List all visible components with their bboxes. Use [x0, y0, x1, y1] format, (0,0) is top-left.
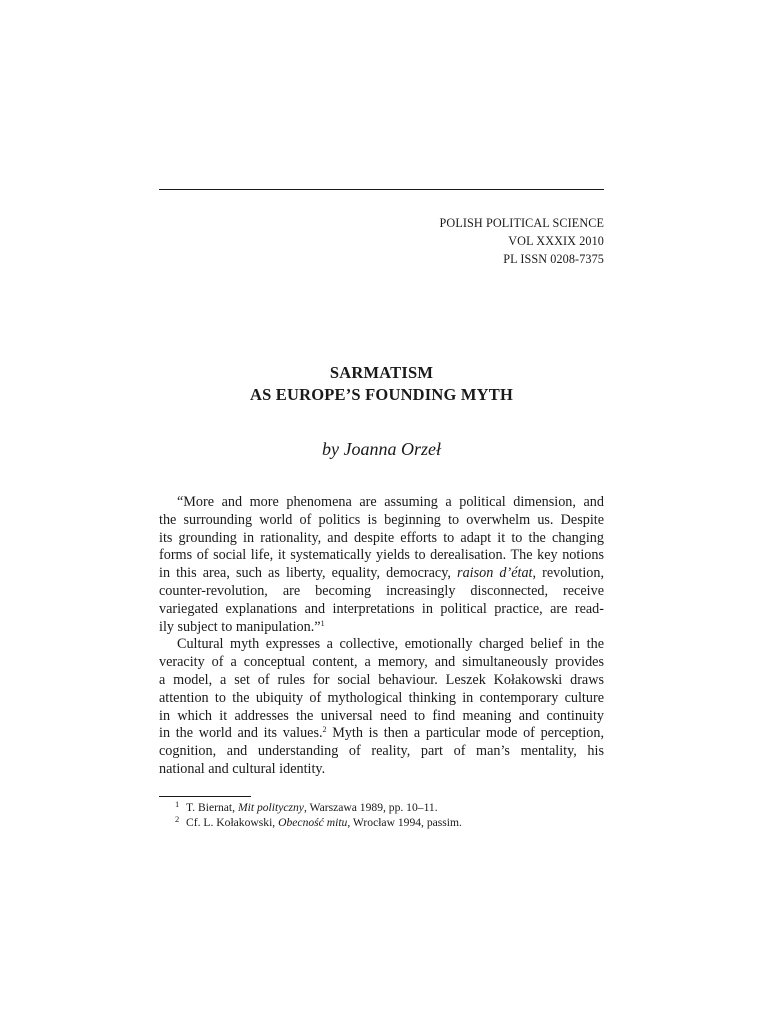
body-line: Cultural myth expresses a collective, emotionally charged belief in the [177, 636, 604, 653]
body-line: cognition, and understanding of reality, part of man’s mentality, his [159, 743, 604, 760]
journal-volume: VOL XXXIX 2010 [508, 234, 604, 248]
title-line-1: SARMATISM [329, 363, 434, 382]
body-text-segment: , revolution, [532, 565, 604, 582]
journal-info [440, 214, 604, 268]
footnote-text: Cf. L. Kołakowski, [186, 816, 279, 829]
body-line: a model, a set of rules for social behaviour. Leszek Kołakowski draws [159, 671, 604, 688]
footnote-ref[interactable]: 1 [320, 618, 325, 628]
body-line: its grounding in rationality, and despite efforts to adapt it to the changing [159, 529, 604, 546]
header-rule [159, 189, 604, 190]
footnote-title: Obecność mitu [278, 816, 348, 829]
body-line: veracity of a conceptual content, a memory, and simultaneously provides [159, 654, 604, 671]
body-line [159, 619, 604, 637]
footnotes [159, 800, 604, 830]
author-byline: by Joanna Orzeł [322, 439, 441, 459]
body-line: forms of social life, it systematically yields to derealisation. The key notions [159, 547, 604, 564]
footnote-item: 2 Cf. L. Kołakowski, Obecność mitu, Wrocław 1994, passim. [175, 814, 462, 829]
body-line: variegated explanations and interpretations in political practice, are read- [159, 600, 604, 617]
body-text-segment: in the world and its values. [159, 725, 323, 742]
article-body [159, 494, 604, 779]
journal-name: POLISH POLITICAL SCIENCE [439, 216, 604, 230]
title-line-2: AS EUROPE’S FOUNDING MYTH [249, 385, 514, 404]
footnote-rule [159, 796, 251, 797]
italic-term: raison d’état [457, 565, 533, 582]
body-line: “More and more phenomena are assuming a political dimension, and [177, 494, 604, 510]
body-line: national and cultural identity. [159, 760, 326, 777]
body-text-segment: ily subject to manipulation.” [159, 618, 321, 635]
article-title [159, 362, 604, 406]
body-line: in which it addresses the universal need to find meaning and continuity [159, 707, 604, 724]
body-line [159, 565, 604, 583]
body-text-segment: Myth is then a particular mode of perception, [326, 725, 605, 742]
body-text-segment: in this area, such as liberty, equality, democracy, [159, 565, 451, 582]
footnote-item: 1 T. Biernat, Mit polityczny, Warszawa 1989, pp. 10–11. [175, 799, 438, 814]
footnote-text: T. Biernat, [186, 801, 238, 814]
body-line: the surrounding world of politics is beginning to overwhelm us. Despite [159, 511, 604, 528]
body-line: attention to the ubiquity of mythological thinking in contemporary culture [159, 689, 604, 706]
body-line: counter-revolution, are becoming increasingly disconnected, receive [159, 582, 604, 599]
footnote-text: , Warszawa 1989, pp. 10–11. [303, 801, 438, 814]
journal-issn: PL ISSN 0208-7375 [503, 252, 604, 266]
body-line [159, 725, 604, 743]
footnote-ref[interactable]: 2 [322, 725, 327, 735]
footnote-title: Mit polityczny [237, 801, 304, 814]
footnote-text: , Wrocław 1994, passim. [347, 816, 462, 829]
